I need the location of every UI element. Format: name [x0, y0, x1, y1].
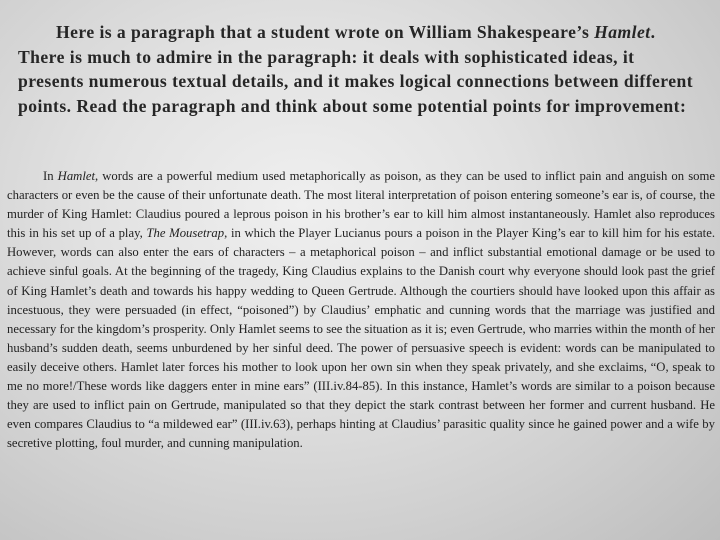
intro-text-end: . There is much to admire in the paragraph: it deals with sophisticated ideas, it presents numerous textual details, and it makes logical connections between different points. Read the paragraph and think about some potential points for improvement:	[18, 22, 694, 116]
student-paragraph	[7, 167, 715, 453]
student-paragraph-part-1: , words are a powerful medium used metaphorically as poison, as they can be used to inflict pain and anguish on some characters or even be the cause of their unfortunate death. The most literal interpretation of poison entering someone’s ear is, of course, the murder of King Hamlet: Claudius poured a leprous poison in his brother’s ear to kill him almost instantaneously. Hamlet also reproduces this in his set up of a play,	[7, 169, 715, 241]
student-paragraph-lead: In	[43, 169, 58, 183]
intro-text-start: Here is a paragraph that a student wrote on William Shakespeare’s	[56, 22, 595, 42]
student-paragraph-title-hamlet: Hamlet	[57, 169, 96, 183]
intro-paragraph	[18, 20, 704, 118]
student-paragraph-part-2: , in which the Player Lucianus pours a poison in the Player King’s ear to kill him for his estate. However, words can also enter the ears of characters – a metaphorical poison – and inflict substantial emotional damage or be used to achieve sinful goals. At the beginning of the tragedy, King Claudius explains to the Danish court why everyone should look past the grief of King Hamlet’s death and towards his happy wedding to Queen Gertrude. Although the courtiers should have looked upon this affair as incestuous, they were persuaded (in effect, “poisoned”) by Claudius’ emphatic and cunning words that the marriage was justified and necessary for the kingdom’s prosperity. Only Hamlet seems to see the situation as it is; even Gertrude, who marries within the month of her husband’s sudden death, seems unburdened by her sinful deed. The power of persuasive speech is evident: words can be manipulated to easily deceive others. Hamlet later forces his mother to look upon her own sin when they speak privately, and she exclaims, “O, speak to me no more!/These words like daggers enter in mine ears” (III.iv.84-85). In this instance, Hamlet’s words are similar to a poison because they are used to inflict pain on Gertrude, manipulated so that they depict the stark contrast between her former and current husband. He even compares Claudius to “a mildewed ear” (III.iv.63), perhaps hinting at Claudius’ parasitic quality since he gained power and a wife by secretive plotting, foul murder, and cunning manipulation.	[7, 226, 715, 451]
intro-title-hamlet: Hamlet	[594, 22, 651, 42]
student-paragraph-title-mousetrap: The Mousetrap	[146, 226, 225, 241]
